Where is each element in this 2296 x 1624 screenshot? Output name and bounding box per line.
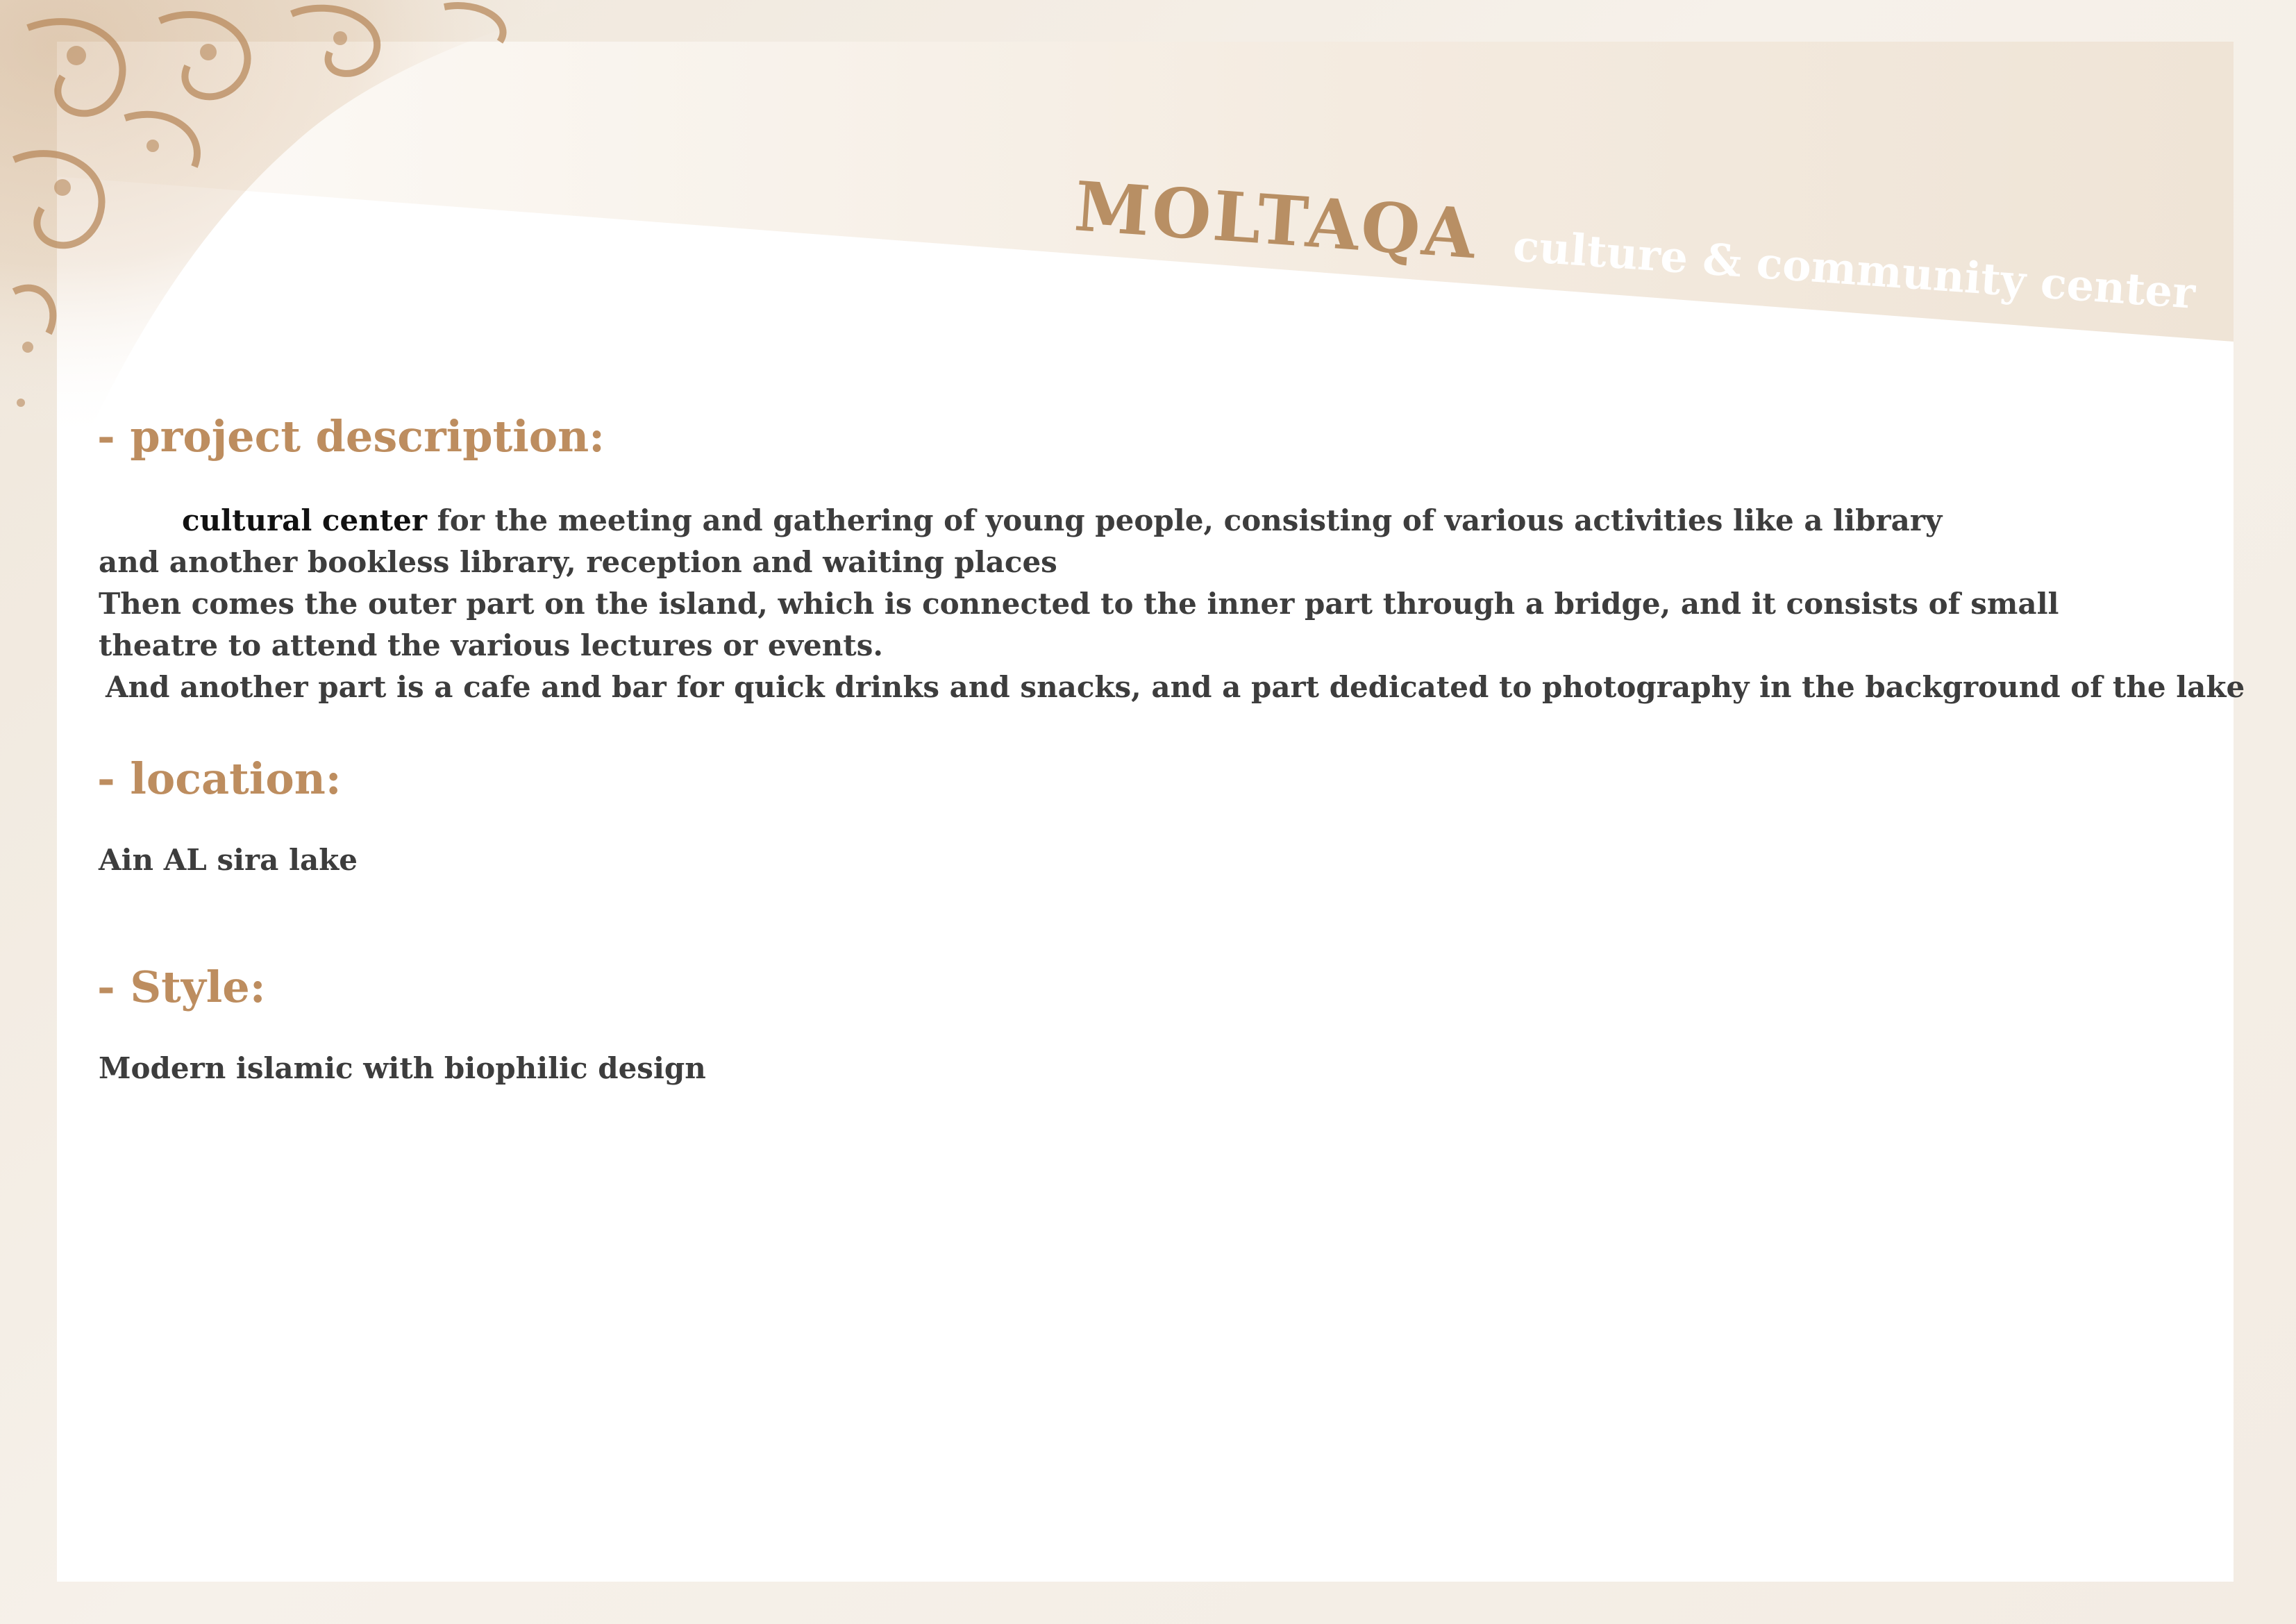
description-line: and another bookless library, reception and waiting places [99, 545, 1057, 579]
description-heading: - project description: [97, 411, 605, 462]
description-line [99, 500, 2223, 542]
description-line-text: for the meeting and gathering of young people, consisting of various activities like a library [427, 503, 1943, 537]
title-subtitle: culture & community center [1511, 220, 2197, 319]
location-heading: - location: [97, 753, 342, 804]
style-text: Modern islamic with biophilic design [99, 1051, 706, 1085]
style-heading: - Style: [97, 962, 266, 1012]
description-line: Then comes the outer part on the island, which is connected to the inner part through a bridge, and it consists of small [99, 587, 2059, 621]
title-main: MOLTAQA [1071, 167, 1480, 275]
lead-term: cultural center [182, 503, 428, 537]
description-line: theatre to attend the various lectures or events. [99, 628, 883, 662]
location-text: Ain AL sira lake [99, 843, 358, 877]
description-line: And another part is a cafe and bar for quick drinks and snacks, and a part dedicated to photography in the background of the lake [106, 670, 2245, 704]
description-body [99, 500, 2245, 708]
floral-ornament-icon [0, 0, 597, 444]
